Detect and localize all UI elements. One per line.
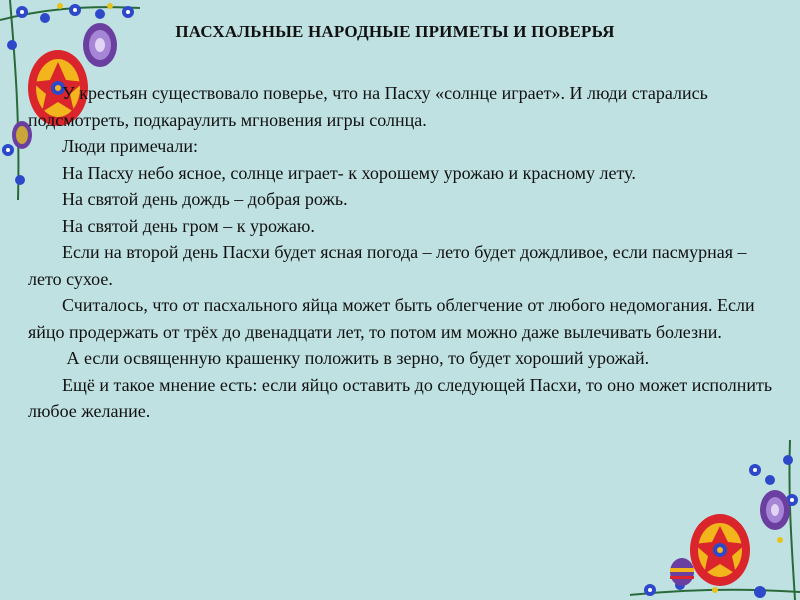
paragraph: На Пасху небо ясное, солнце играет- к хорошему урожаю и красному лету. bbox=[62, 162, 636, 183]
paragraph: На святой день дождь – добрая рожь. bbox=[62, 189, 348, 209]
small-egg-icon bbox=[670, 558, 694, 586]
paragraph: Если на второй день Пасхи будет ясная погода – лето будет дождливое, если пасмурная – лето сухое. bbox=[28, 242, 747, 289]
paragraph: А если освященную крашенку положить в зерно, то будет хороший урожай. bbox=[62, 348, 650, 368]
red-yellow-egg-icon bbox=[690, 514, 750, 586]
paragraph: У крестьян существовало поверье, что на Пасху «солнце играет». И люди старались подсмотреть, подкараулить мгновения игры солнца. bbox=[28, 83, 708, 130]
bottom-right-floral-decoration bbox=[620, 440, 800, 600]
paragraph: Люди примечали: bbox=[62, 136, 199, 156]
main-text bbox=[28, 80, 778, 425]
page-title: ПАСХАЛЬНЫЕ НАРОДНЫЕ ПРИМЕТЫ И ПОВЕРЬЯ bbox=[175, 22, 615, 41]
paragraph: Считалось, что от пасхального яйца может быть облегчение от любого недомогания. Если яйцо продержать от трёх до двенадцати лет, то потом им можно даже вылечивать болезни. bbox=[28, 295, 755, 342]
purple-egg-icon bbox=[760, 490, 790, 530]
paragraph: Ещё и такое мнение есть: если яйцо оставить до следующей Пасхи, то оно может исполнить любое желание. bbox=[28, 374, 773, 421]
paragraph: На святой день гром – к урожаю. bbox=[62, 215, 315, 236]
